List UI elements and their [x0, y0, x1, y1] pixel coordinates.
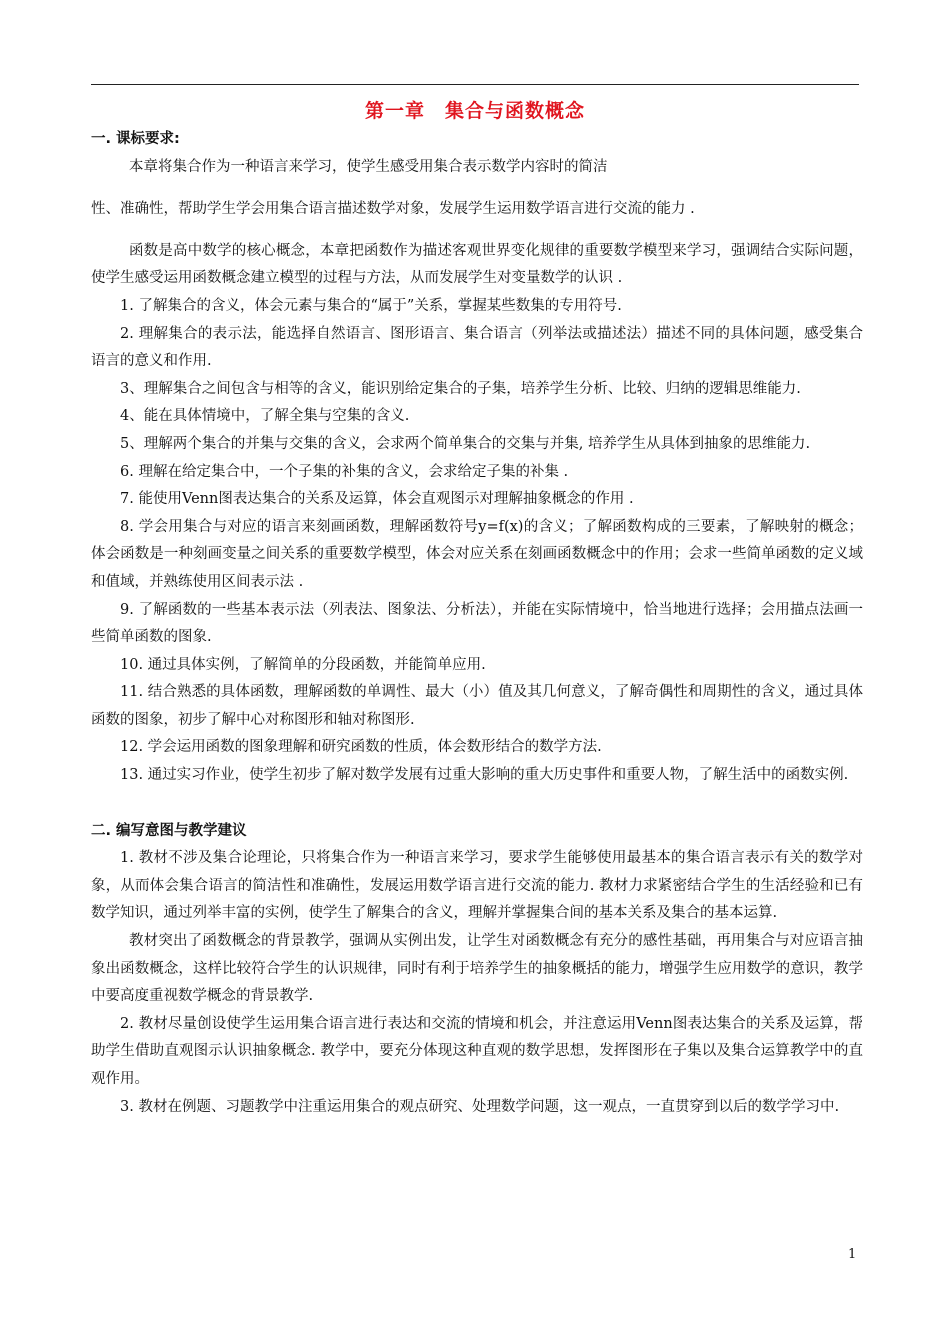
standards-list-item: 12. 学会运用函数的图象理解和研究函数的性质，体会数形结合的数学方法.	[120, 739, 602, 756]
header-rule	[91, 84, 859, 85]
standards-list-item: 4、能在具体情境中，了解全集与空集的含义.	[120, 408, 410, 425]
chapter-title: 第一章 集合与函数概念	[364, 100, 585, 122]
design-paragraph-1: 1. 教材不涉及集合论理论，只将集合作为一种语言来学习，要求学生能够使用最基本的集合语言表示有关的数学对象，从而体会集合语言的简洁性和准确性，发展运用数学语言进行交流的能力. 教材力求紧密结合学生的生活经验和已有数学知识，通过列举丰富的实例，使学生了解集合的含义，理解并掌握集合间的基本关系及集合的基本运算.	[91, 850, 863, 922]
page-number: 1	[848, 1247, 857, 1262]
standards-list-item: 7. 能使用Venn图表达集合的关系及运算，体会直观图示对理解抽象概念的作用 .	[120, 491, 634, 508]
standards-list-item: 9. 了解函数的一些基本表示法（列表法、图象法、分析法），并能在实际情境中，恰当地进行选择；会用描点法画一些简单函数的图象.	[91, 601, 863, 646]
standards-list-item: 10. 通过具体实例，了解简单的分段函数，并能简单应用.	[120, 656, 486, 673]
intro-paragraph-1-line-2: 性、准确性，帮助学生学会用集合语言描述数学对象，发展学生运用数学语言进行交流的能力 .	[91, 200, 695, 217]
standards-list-item: 13. 通过实习作业，使学生初步了解对数学发展有过重大影响的重大历史事件和重要人物，了解生活中的函数实例.	[120, 767, 849, 784]
standards-list-item: 5、理解两个集合的并集与交集的含义，会求两个简单集合的交集与并集, 培养学生从具体到抽象的思维能力.	[120, 435, 811, 452]
standards-list-item: 3、理解集合之间包含与相等的含义，能识别给定集合的子集，培养学生分析、比较、归纳的逻辑思维能力.	[120, 380, 801, 397]
section-heading-standards: 一. 课标要求:	[91, 131, 180, 147]
design-paragraph-4: 3. 教材在例题、习题教学中注重运用集合的观点研究、处理数学问题，这一观点，一直贯穿到以后的数学学习中.	[120, 1098, 840, 1115]
standards-list-item: 2. 理解集合的表示法，能选择自然语言、图形语言、集合语言（列举法或描述法）描述不同的具体问题，感受集合语言的意义和作用.	[91, 325, 863, 370]
intro-paragraph-1-line-1: 本章将集合作为一种语言来学习，使学生感受用集合表示数学内容时的简洁	[129, 158, 608, 175]
design-paragraph-3: 2. 教材尽量创设使学生运用集合语言进行表达和交流的情境和机会，并注意运用Venn图表达集合的关系及运算，帮助学生借助直观图示认识抽象概念. 教学中，要充分体现这种直观的数学思想，发挥图形在子集以及集合运算教学中的直观作用。	[91, 1015, 863, 1087]
standards-list-item: 6. 理解在给定集合中，一个子集的补集的含义，会求给定子集的补集 .	[120, 463, 569, 480]
document-body	[91, 126, 863, 1121]
design-paragraph-2: 教材突出了函数概念的背景教学，强调从实例出发，让学生对函数概念有充分的感性基础，再用集合与对应语言抽象出函数概念，这样比较符合学生的认识规律，同时有利于培养学生的抽象概括的能力，增强学生应用数学的意识，教学中要高度重视数学概念的背景教学.	[91, 933, 863, 1005]
section-heading-design: 二. 编写意图与教学建议	[91, 822, 247, 839]
standards-list-item: 8. 学会用集合与对应的语言来刻画函数，理解函数符号y=f(x)的含义；了解函数构成的三要素，了解映射的概念；体会函数是一种刻画变量之间关系的重要数学模型，体会对应关系在刻画函数概念中的作用；会求一些简单函数的定义域和值域，并熟练使用区间表示法 .	[91, 518, 863, 590]
standards-list-item: 11. 结合熟悉的具体函数，理解函数的单调性、最大（小）值及其几何意义，了解奇偶性和周期性的含义，通过具体函数的图象，初步了解中心对称图形和轴对称图形.	[91, 684, 863, 728]
intro-paragraph-2: 函数是高中数学的核心概念，本章把函数作为描述客观世界变化规律的重要数学模型来学习，强调结合实际问题，使学生感受运用函数概念建立模型的过程与方法，从而发展学生对变量数学的认识 .	[91, 242, 863, 287]
standards-list	[91, 293, 863, 790]
standards-list-item: 1. 了解集合的含义，体会元素与集合的“属于”关系，掌握某些数集的专用符号.	[120, 297, 622, 314]
